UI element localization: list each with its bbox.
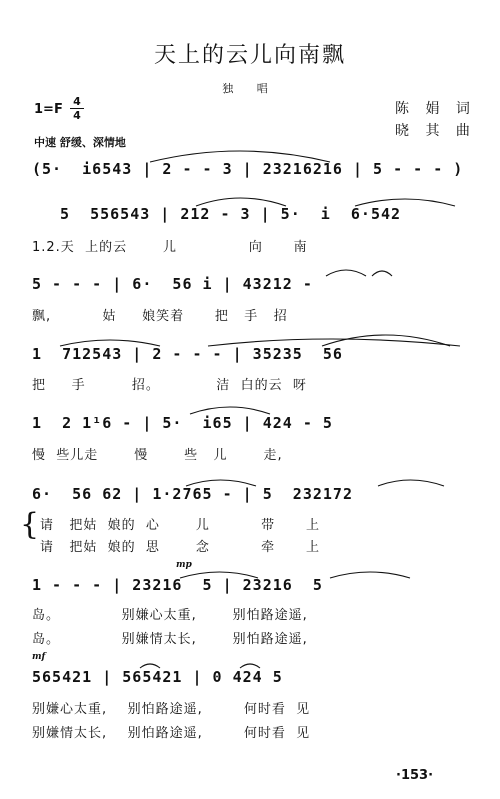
slur-arc (378, 480, 444, 486)
performance-type: 独 唱 (222, 82, 278, 95)
lyric-row-3: 飘, 姑 娘笑着 把 手 招 (32, 309, 288, 324)
composer-credit: 晓 其 曲 (395, 123, 476, 139)
song-title: 天上的云儿向南飘 (153, 43, 346, 68)
notation-row-7: 1 - - - | 23216 5 | 23216 5 (32, 576, 323, 594)
tempo-marking: 中速 舒缓、深情地 (34, 136, 126, 149)
time-signature-bottom: 4 (73, 109, 81, 122)
notation-row-1: (5· i6543 | 2 - - 3 | 23216216 | 5 - - - ) (32, 160, 464, 178)
dynamic-mf: mf (32, 652, 46, 662)
lyric-row-6-verse-2: 请 把姑 娘的 思 念 牵 上 (40, 540, 320, 555)
notation-row-6: 6· 56 62 | 1·2765 - | 5 232172 (32, 485, 353, 503)
lyric-row-8-verse-1: 别嫌心太重, 别怕路途遥, 何时看 见 (32, 702, 311, 717)
notation-row-2: 5 556543 | 212 - 3 | 5· i 6·542 (60, 205, 402, 223)
lyric-row-7-verse-1: 岛。 别嫌心太重, 别怕路途遥, (32, 608, 308, 623)
notation-row-3: 5 - - - | 6· 56 i | 43212 - (32, 275, 313, 293)
lyricist-credit: 陈 娟 词 (395, 101, 476, 117)
slur-arc (330, 572, 410, 578)
slur-arc (326, 270, 366, 276)
time-signature-top: 4 (73, 95, 81, 108)
slur-arc (190, 407, 270, 414)
page-number: ·153· (396, 768, 434, 783)
lyric-row-5: 慢 些儿走 慢 些 儿 走, (32, 448, 283, 463)
lyric-row-7-verse-2: 岛。 别嫌情太长, 别怕路途遥, (32, 632, 308, 647)
lyric-row-8-verse-2: 别嫌情太长, 别怕路途遥, 何时看 见 (32, 726, 311, 741)
slur-arc (372, 271, 392, 276)
notation-row-5: 1 2 1¹6 - | 5· i65 | 424 - 5 (32, 414, 333, 432)
lyric-row-6-verse-1: 请 把姑 娘的 心 儿 带 上 (40, 518, 320, 533)
notation-row-8: 565421 | 565421 | 0 424 5 (32, 668, 283, 686)
dynamic-mp: mp (176, 560, 192, 570)
notation-row-4: 1 712543 | 2 - - - | 35235 56 (32, 345, 343, 363)
lyric-row-2: 1.2.天 上的云 儿 向 南 (32, 240, 308, 255)
lyric-row-4: 把 手 招。 洁 白的云 呀 (32, 378, 307, 393)
time-signature (70, 96, 84, 121)
verse-brace: { (20, 507, 40, 542)
key-signature: 1=F (34, 102, 63, 117)
